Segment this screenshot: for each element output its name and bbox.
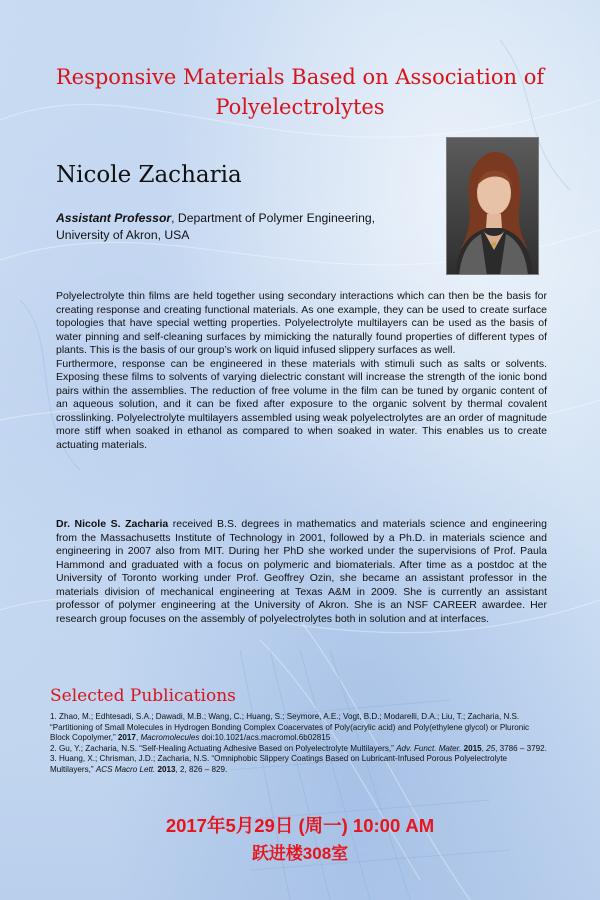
page-title: Responsive Materials Based on Association of Polyelectrolytes: [55, 65, 545, 119]
event-datetime: 2017年5月29日 (周一) 10:00 AM: [165, 815, 435, 836]
publication-volume: 25: [486, 743, 496, 753]
publication-year: 2017: [117, 733, 136, 742]
event-venue: 跃进楼308室: [251, 844, 349, 863]
abstract: [56, 290, 547, 452]
speaker-name: Nicole Zacharia: [56, 162, 242, 188]
speaker-role-rest: , Department of Polymer Engineering, University of Akron, USA: [56, 211, 376, 242]
bio-name: Dr. Nicole S. Zacharia: [56, 518, 169, 530]
publication-year: 2013: [157, 764, 176, 774]
speaker-affiliation: [56, 210, 386, 244]
publication-journal: Macromolecules: [140, 733, 200, 742]
publication-text: 2. Gu, Y.; Zacharia, N.S. “Self-Healing Actuating Adhesive Based on Polyelectrolyte Multilayers,”: [50, 743, 394, 753]
speaker-photo: [446, 137, 539, 275]
speaker-bio: [56, 518, 547, 626]
publication-item: 1. Zhao, M.; Edhtesadi, S.A.; Dawadi, M.B.; Wang, C.; Huang, S.; Seymore, A.E.; Vogt, B.D.; Modarelli, D.A.; Liu, T.; Zacharia, N.S. “Partitioning of Small Molecules in Hydrogen Bonding Complex Coacervates of Poly(acrylic acid) and Poly(ethylene glycol) or Pluronic Block Copolymer,” 2017, Macromolecules doi:10.1021/acs.macromol.6b02815: [50, 712, 530, 742]
publication-year: 2015: [463, 743, 482, 753]
publication-rest: doi:10.1021/acs.macromol.6b02815: [199, 733, 331, 742]
publication-text: 1. Zhao, M.; Edhtesadi, S.A.; Dawadi, M.B.; Wang, C.; Huang, S.; Seymore, A.E.; Vogt, B.D.; Modarelli, D.A.; Liu, T.; Zacharia, N.S. “Partitioning of Small Molecules in Hydrogen Bonding Complex Coacervates of Poly(acrylic acid) and Poly(ethylene glycol) or Pluronic Block Copolymer,”: [50, 712, 530, 742]
speaker-role-title: Assistant Professor: [56, 211, 172, 225]
publications-heading: Selected Publications: [50, 686, 236, 706]
publication-rest: , 3786 – 3792.: [495, 743, 547, 753]
bio-text: received B.S. degrees in mathematics and materials science and engineering from the Massachusetts Institute of Technology in 2001, followed by a Ph.D. in materials science and engineering in 2007 also from MIT. During her PhD she worked under the supervisions of Prof. Paula Hammond and graduated with a focus on polymeric and biomaterials. After time as a postdoc at the University of Toronto working under Prof. Geoffrey Ozin, she became an assistant professor in the materials division of mechanical engineering at Texas A&M in 2009. She is currently an assistant professor of polymer engineering at the University of Akron. She is an NSF CAREER awardee. Her research group focuses on the assembly of polyelectrolytes both in solution and at interfaces.: [56, 518, 547, 625]
publication-journal: Adv. Funct. Mater.: [396, 743, 462, 753]
publication-rest: , 2, 826 – 829.: [175, 764, 228, 774]
abstract-paragraph: Furthermore, response can be engineered in these materials with stimuli such as salts or solvents. Exposing these films to solvents of varying dielectric constant will increase the strength of the ionic bond pairs within the assemblies. The reduction of free volume in the film can be tuned by organic content of an aqueous solution, and it can be fixed after exposure to the organic solvent by thermal covalent crosslinking. Polyelectrolyte multilayers assembled using weak polyelectrolytes are an order of magnitude more stiff when soaked in ethanol as compared to when soaked in water. This enables us to create actuating materials.: [56, 357, 547, 451]
publication-text: 3. Huang, X.; Chrisman, J.D.; Zacharia, N.S. “Omniphobic Slippery Coatings Based on Lubricant-Infused Porous Polyelectrolyte Multilayers,”: [50, 754, 508, 774]
publication-item: [50, 754, 550, 775]
publication-journal: ACS Macro Lett.: [95, 764, 156, 774]
abstract-paragraph: Polyelectrolyte thin films are held together using secondary interactions which can then be the basis for creating response and creating functional materials. As one example, they can be used to create surface topologies that have special wetting properties. Polyelectrolyte multilayers can be used as the basis of water pinning and self-cleaning surfaces by mimicking the naturally found properties of different types of plants. This is the basis of our group’s work on liquid infused slippery surfaces as well.: [56, 290, 547, 356]
publications-list: [50, 712, 550, 775]
publication-item: 2. Gu, Y.; Zacharia, N.S. “Self-Healing Actuating Adhesive Based on Polyelectrolyte Multilayers,” Adv. Funct. Mater. 2015, 25, 3786 – 3792.: [50, 743, 547, 753]
